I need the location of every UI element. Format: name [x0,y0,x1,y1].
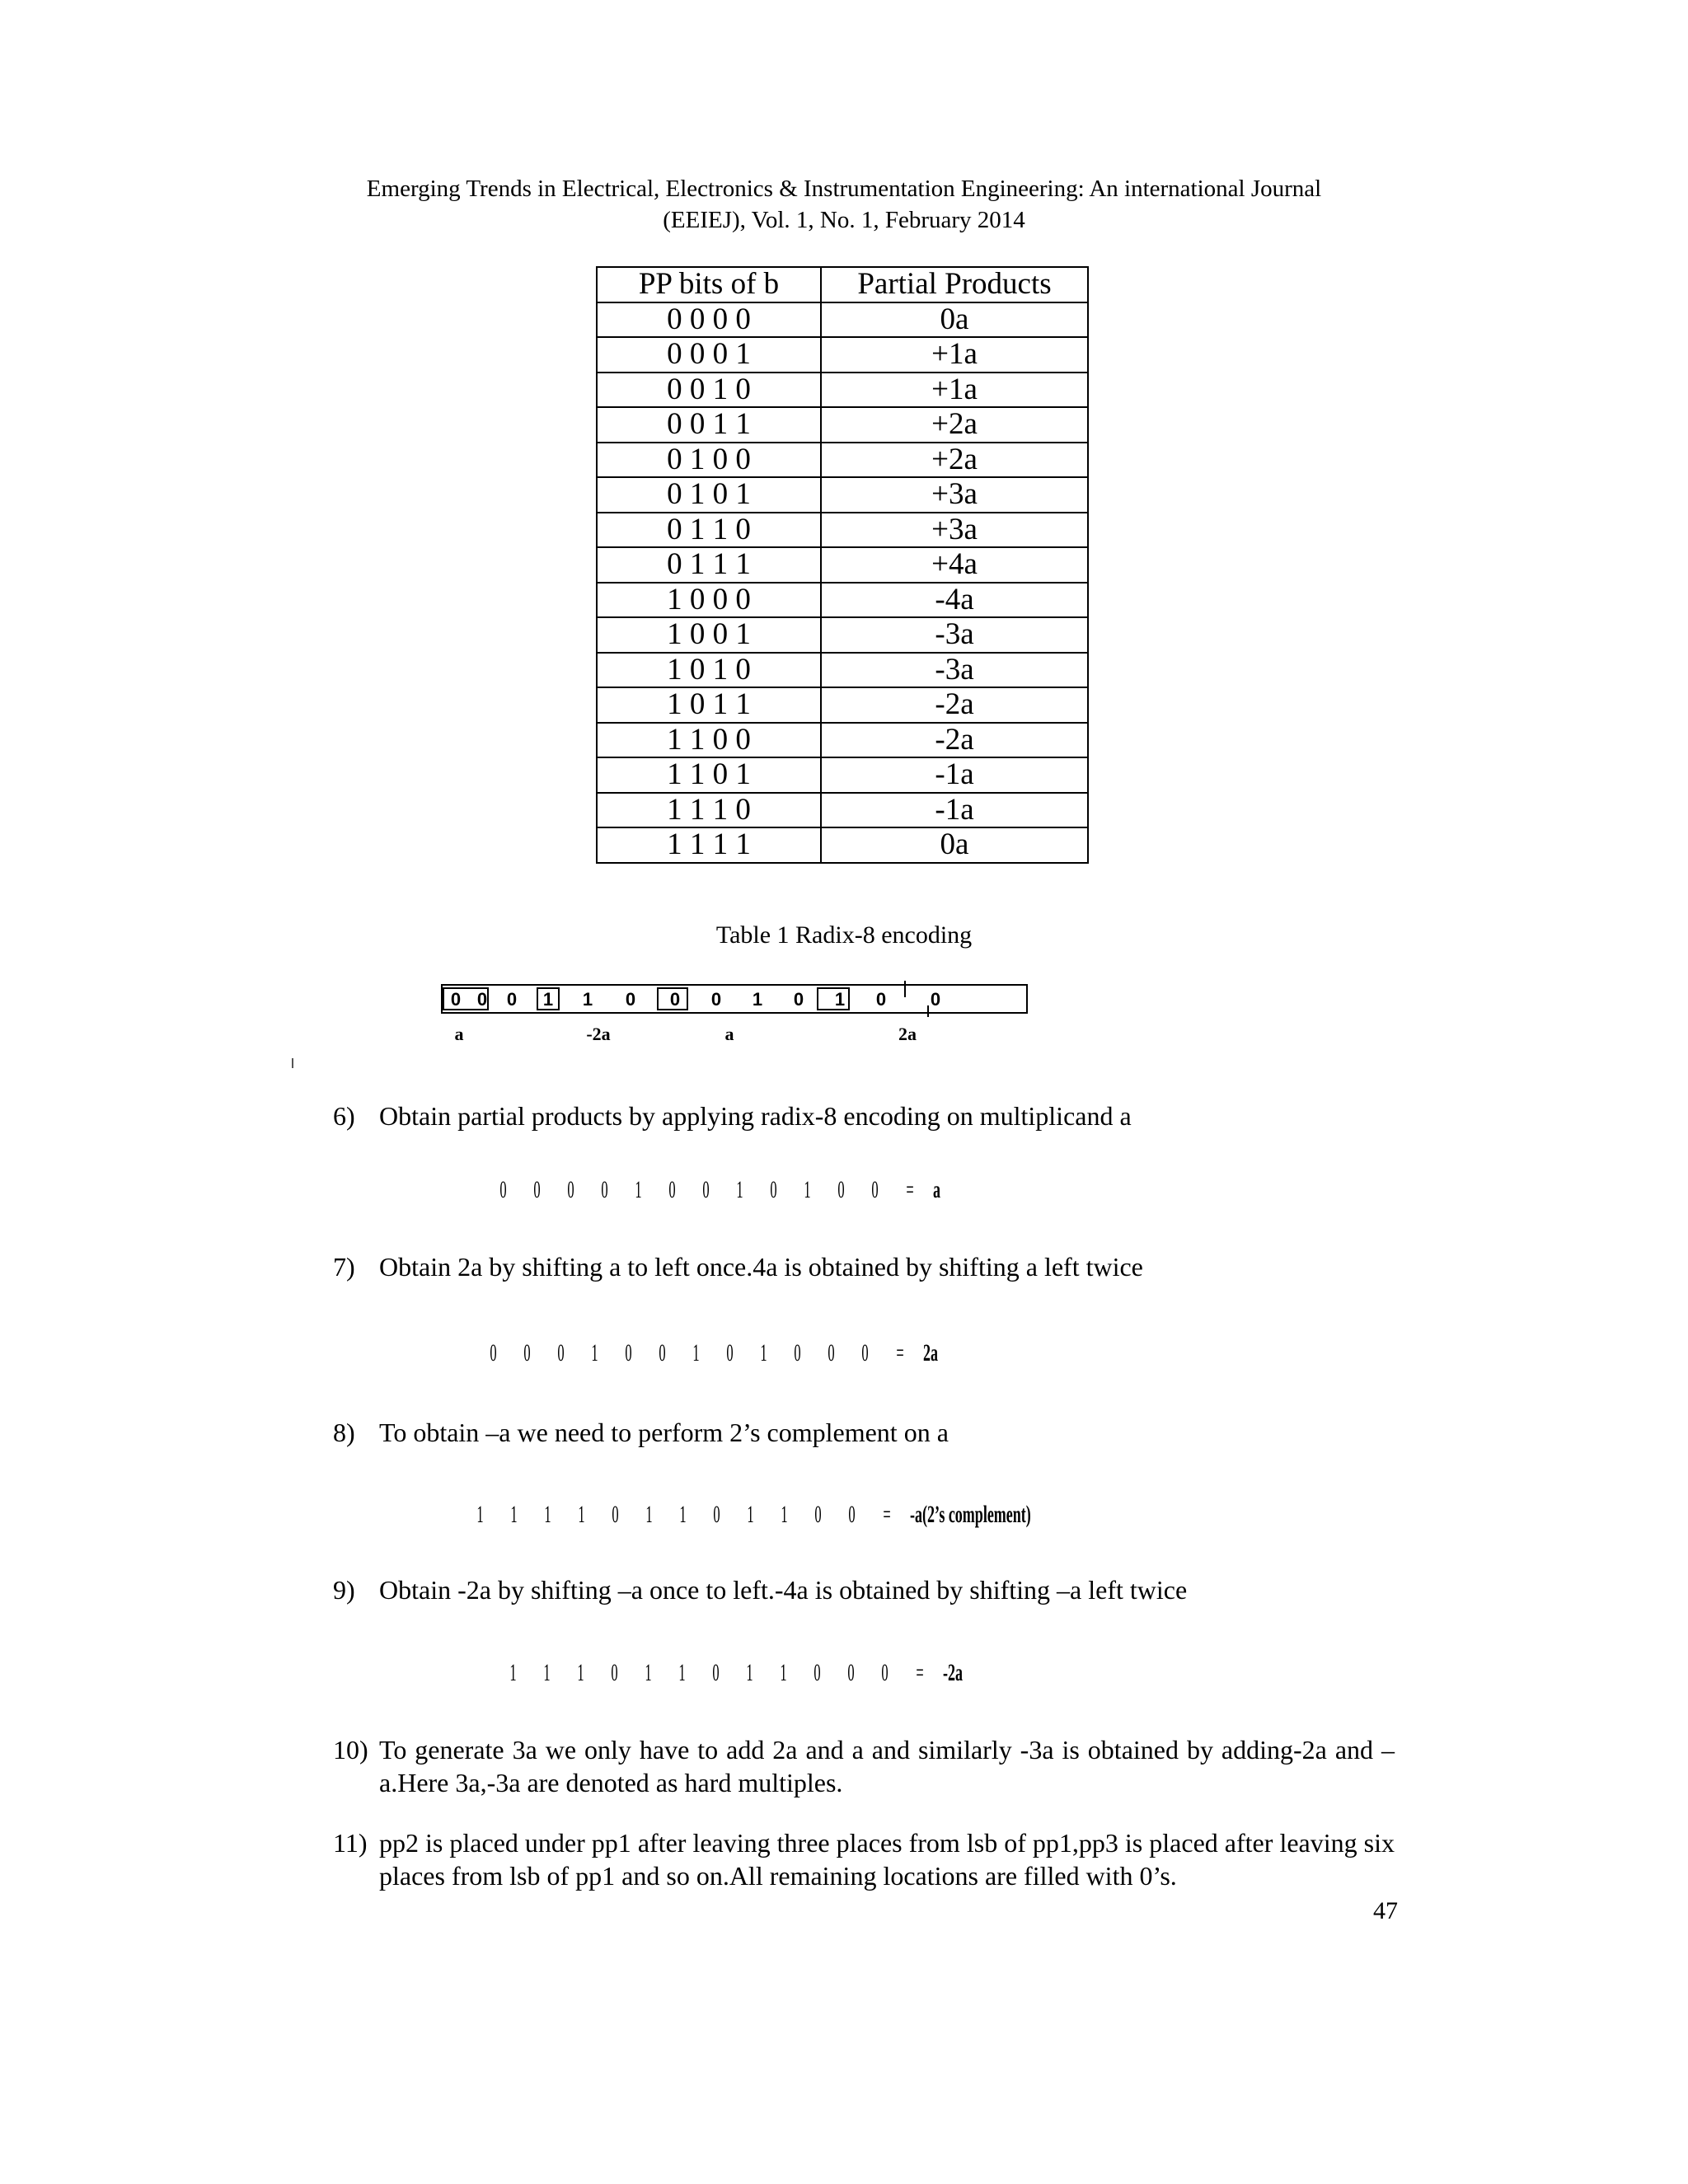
radix8-encoding-table [596,266,1089,864]
pp-bits-cell: 1 0 0 0 [597,583,821,618]
figure-bit: 0 [450,989,462,1010]
sequence-bit: 0 [601,1176,608,1203]
bit-grouping-figure [438,981,1031,1055]
sequence-bit: 0 [523,1339,531,1366]
sequence-bit: 0 [726,1339,734,1366]
sequence-result-label: -a(2’s complement) [910,1501,1031,1528]
partial-product-cell: -4a [821,583,1088,618]
group-bit-box [443,987,489,1010]
sequence-bit: 1 [804,1176,811,1203]
figure-bit: 1 [542,989,554,1010]
bit-sequence [476,1337,948,1370]
sequence-bit: 0 [625,1339,632,1366]
table-header-row [597,267,1088,302]
page-number: 47 [1373,1897,1398,1924]
pp-bits-cell: 1 0 1 0 [597,653,821,688]
sequence-bit: 0 [533,1176,541,1203]
sequence-equals-sign: = [896,1339,904,1366]
sequence-bit: 0 [702,1176,710,1203]
partial-product-cell: +4a [821,547,1088,583]
list-item-text: pp2 is placed under pp1 after leaving three places from lsb of pp1,pp3 is placed after leaving six places from lsb of pp1 and so on.All remaining locations are filled with 0’s. [379,1828,1395,1891]
group-bit-box [817,987,850,1010]
sequence-bit: 1 [577,1659,584,1686]
partial-product-cell: +1a [821,337,1088,373]
figure-bit: 1 [834,989,846,1010]
sequence-bit: 1 [679,1501,687,1528]
table-row [597,443,1088,478]
sequence-bit: 1 [760,1339,767,1366]
table-row [597,583,1088,618]
pp-bits-cell: 1 1 1 0 [597,793,821,828]
sequence-bit: 1 [692,1339,700,1366]
table-row [597,793,1088,828]
sequence-bit: 0 [612,1501,619,1528]
journal-header-line1: Emerging Trends in Electrical, Electronics & Instrumentation Engineering: An international Journal [366,176,1322,202]
sequence-bit: 1 [578,1501,585,1528]
figure-tick-mark [927,1005,929,1017]
sequence-result-label: -2a [943,1659,963,1686]
sequence-bit: 1 [645,1659,652,1686]
list-item-text: Obtain partial products by applying radix-8 encoding on multiplicand a [379,1101,1132,1131]
table-row [597,757,1088,793]
bit-sequence [496,1657,976,1690]
list-item-number: 9) [333,1575,355,1605]
sequence-bit: 1 [645,1501,653,1528]
figure-bit: 0 [669,989,681,1010]
pp-bits-cell: 0 0 1 0 [597,373,821,408]
sequence-bit: 0 [847,1659,855,1686]
sequence-bit: 0 [713,1501,720,1528]
partial-product-cell: -2a [821,687,1088,723]
table-row [597,337,1088,373]
pp-bits-cell: 0 0 0 1 [597,337,821,373]
partial-product-cell: -1a [821,793,1088,828]
sequence-bit: 1 [591,1339,598,1366]
pp-bits-cell: 0 1 1 0 [597,513,821,548]
partial-product-cell: +1a [821,373,1088,408]
sequence-bit: 1 [781,1501,788,1528]
table-row [597,477,1088,513]
list-item-text: To generate 3a we only have to add 2a and a and similarly -3a is obtained by adding-2a and –a.Here 3a,-3a are denoted as hard multiples. [379,1735,1395,1797]
group-label: a [454,1024,464,1044]
sequence-bit: 0 [814,1501,822,1528]
table-row [597,687,1088,723]
table-row [597,827,1088,863]
pp-bits-cell: 1 1 0 1 [597,757,821,793]
sequence-result-label: 2a [923,1339,938,1366]
list-item-text: Obtain -2a by shifting –a once to left.-4a is obtained by shifting –a left twice [379,1575,1188,1605]
partial-product-cell: +2a [821,443,1088,478]
sequence-bit: 0 [881,1659,889,1686]
figure-bit: 1 [752,989,763,1010]
sequence-bit: 0 [837,1176,845,1203]
sequence-bit: 0 [557,1339,565,1366]
sequence-bit: 0 [611,1659,618,1686]
figure-bit: 0 [875,989,887,1010]
figure-bit: 0 [506,989,518,1010]
list-item-text: Obtain 2a by shifting a to left once.4a is obtained by shifting a left twice [379,1252,1143,1282]
list-item-number: 6) [333,1101,355,1131]
sequence-bit: 0 [770,1176,777,1203]
sequence-equals-sign: = [916,1659,924,1686]
list-item-number: 11) [333,1828,368,1858]
pp-bits-cell: 1 0 1 1 [597,687,821,723]
table-row [597,617,1088,653]
table-row [597,302,1088,338]
list-item-number: 10) [333,1735,368,1765]
table-row [597,653,1088,688]
pp-bits-cell: 0 0 1 1 [597,407,821,443]
journal-header [0,173,1688,236]
pp-bits-cell: 1 1 0 0 [597,723,821,758]
sequence-bit: 0 [659,1339,666,1366]
partial-product-cell: -3a [821,617,1088,653]
table-row [597,407,1088,443]
sequence-bit: 1 [747,1501,754,1528]
partial-product-cell: +2a [821,407,1088,443]
partial-product-cell: 0a [821,302,1088,338]
pp-bits-cell: 0 1 0 1 [597,477,821,513]
group-bit-box [537,987,560,1010]
stray-mark [292,1058,293,1068]
sequence-bit: 0 [871,1176,879,1203]
table-row [597,547,1088,583]
sequence-bit: 0 [848,1501,856,1528]
figure-bit: 0 [476,989,488,1010]
table-row [597,513,1088,548]
partial-product-cell: -1a [821,757,1088,793]
table-row [597,723,1088,758]
sequence-result-label: a [933,1176,940,1203]
table-caption: Table 1 Radix-8 encoding [715,921,973,949]
sequence-bit: 1 [746,1659,753,1686]
list-item-number: 7) [333,1252,355,1282]
sequence-bit: 1 [780,1659,787,1686]
sequence-bit: 0 [712,1659,720,1686]
sequence-equals-sign: = [906,1176,914,1203]
sequence-equals-sign: = [883,1501,891,1528]
pp-bits-cell: 0 1 0 0 [597,443,821,478]
group-bit-box [657,987,688,1010]
sequence-bit: 0 [567,1176,574,1203]
table-row [597,373,1088,408]
sequence-bit: 1 [476,1501,484,1528]
figure-bit: 1 [582,989,593,1010]
partial-product-cell: +3a [821,477,1088,513]
pp-bits-cell: 1 0 0 1 [597,617,821,653]
sequence-bit: 1 [635,1176,642,1203]
partial-product-cell: +3a [821,513,1088,548]
pp-bits-cell: 1 1 1 1 [597,827,821,863]
bit-sequence [463,1498,1112,1531]
list-item-number: 8) [333,1418,355,1447]
figure-bit: 0 [710,989,722,1010]
sequence-bit: 0 [828,1339,835,1366]
sequence-bit: 1 [509,1659,517,1686]
figure-bit: 0 [625,989,636,1010]
partial-product-cell: -2a [821,723,1088,758]
list-item-text: To obtain –a we need to perform 2’s complement on a [379,1418,949,1447]
sequence-bit: 1 [544,1501,551,1528]
sequence-bit: 0 [814,1659,821,1686]
table-header-pp-bits: PP bits of b [597,267,821,302]
sequence-bit: 0 [499,1176,507,1203]
sequence-bit: 0 [861,1339,869,1366]
partial-product-cell: -3a [821,653,1088,688]
group-label: a [724,1024,734,1044]
figure-bit: 0 [793,989,804,1010]
sequence-bit: 1 [510,1501,518,1528]
pp-bits-cell: 0 1 1 1 [597,547,821,583]
sequence-bit: 1 [543,1659,551,1686]
figure-bit: 0 [930,989,941,1010]
group-label: -2a [586,1024,611,1044]
figure-tick-mark [904,981,906,997]
pp-bits-cell: 0 0 0 0 [597,302,821,338]
group-label: 2a [898,1024,917,1044]
sequence-bit: 0 [794,1339,801,1366]
bit-sequence [486,1174,945,1207]
partial-product-cell: 0a [821,827,1088,863]
sequence-bit: 1 [678,1659,686,1686]
journal-header-line2: (EEIEJ), Vol. 1, No. 1, February 2014 [663,207,1025,233]
sequence-bit: 1 [736,1176,743,1203]
table-header-partial-products: Partial Products [821,267,1088,302]
sequence-bit: 0 [668,1176,676,1203]
sequence-bit: 0 [490,1339,497,1366]
